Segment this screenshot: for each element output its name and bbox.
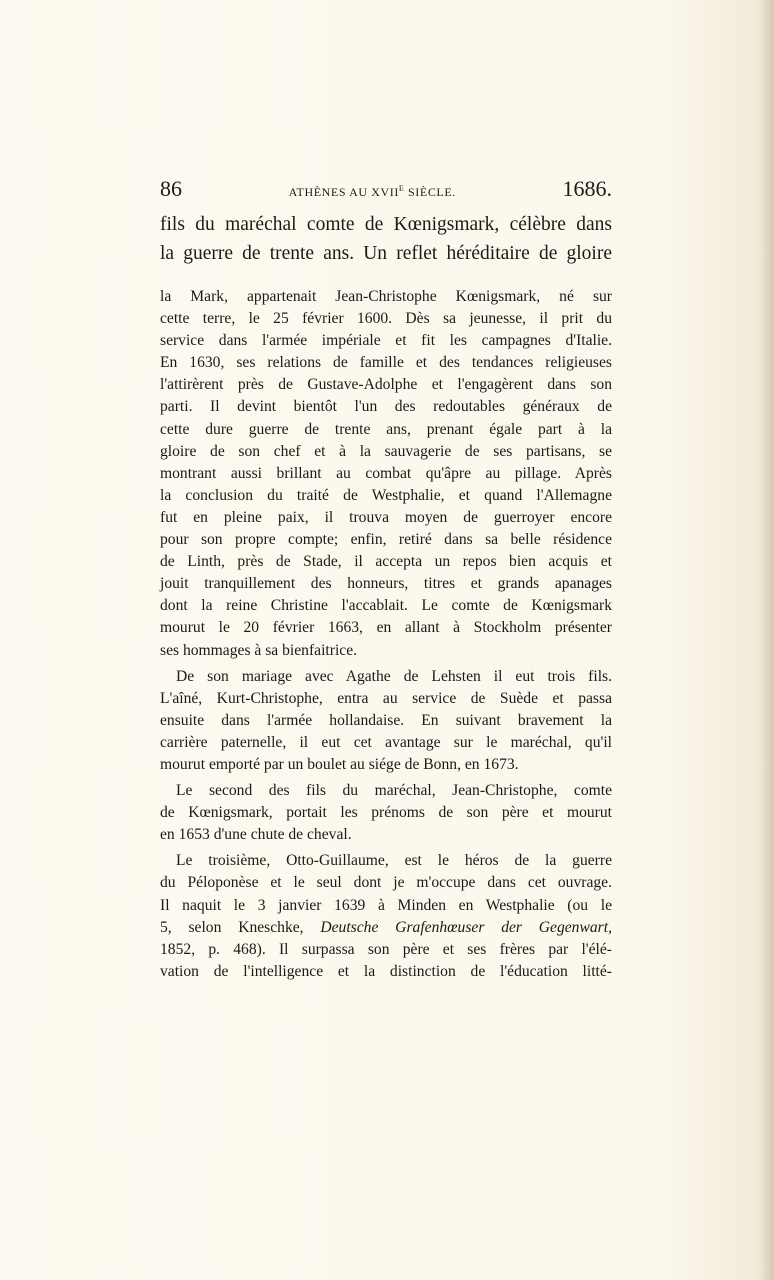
text-line: carrière paternelle, il eut cet avantage sur le maréchal, qu'il: [160, 733, 612, 751]
text-line: la conclusion du traité de Westphalie, et quand l'Allemagne: [160, 486, 612, 504]
text-line: la Mark, appartenait Jean-Christophe Kœnigsmark, né sur: [160, 288, 612, 305]
margin-summary: [160, 210, 612, 268]
text-line: vation de l'intelligence et la distinction de l'éducation litté-: [160, 962, 612, 980]
page-edge-shadow: [760, 0, 774, 1280]
text-line: L'aîné, Kurt-Christophe, entra au service de Suède et passa: [160, 689, 612, 707]
text-line: montrant aussi brillant au combat qu'âpre au pillage. Après: [160, 464, 612, 482]
text-line: De son mariage avec Agathe de Lehsten il eut trois fils.: [176, 667, 612, 685]
summary-line: la guerre de trente ans. Un reflet héréditaire de gloire: [160, 243, 612, 264]
text-line: parti. Il devint bientôt l'un des redoutables généraux de: [160, 398, 612, 416]
running-title: ATHÈNES AU $XVII^E$ SIÈCLE.: [288, 184, 456, 199]
text-line: ensuite dans l'armée hollandaise. En suivant bravement la: [160, 711, 612, 729]
text-line: service dans l'armée impériale et fit les campagnes d'Italie.: [160, 332, 612, 350]
text-line: cette dure guerre de trente ans, prenant égale part à la: [160, 420, 612, 438]
text-line: gloire de son chef et à la sauvagerie de ses partisans, se: [160, 442, 612, 460]
text-line: de Linth, près de Stade, il accepta un repos bien acquis et: [160, 553, 612, 571]
text-line-with-citation: [160, 917, 612, 939]
text-line: mourut emporté par un boulet au siége de Bonn, en 1673.: [160, 755, 519, 773]
text-line: 1852, p. 468). Il surpassa son père et ses frères par l'élé-: [160, 940, 612, 958]
page-number: 86: [160, 176, 182, 201]
text-line: Le troisième, Otto-Guillaume, est le héros de la guerre: [176, 852, 612, 870]
italic-citation: Deutsche Grafenhœuser der Gegenwart,: [320, 918, 612, 936]
text-fragment: 5, selon Kneschke,: [160, 918, 321, 936]
text-line: cette terre, le 25 février 1600. Dès sa jeunesse, il prit du: [160, 310, 612, 328]
summary-line: fils du maréchal comte de Kœnigsmark, célèbre dans: [160, 214, 612, 235]
text-line: dont la reine Christine l'accablait. Le comte de Kœnigsmark: [160, 597, 612, 615]
header-year: 1686.: [562, 176, 612, 201]
text-line: du Péloponèse et le seul dont je m'occupe dans cet ouvrage.: [160, 874, 612, 892]
text-line: l'attirèrent près de Gustave-Adolphe et l'engagèrent dans son: [160, 376, 612, 394]
text-line: Il naquit le 3 janvier 1639 à Minden en Westphalie (ou le: [160, 896, 612, 914]
text-line: de Kœnigsmark, portait les prénoms de son père et mourut: [160, 804, 612, 822]
text-line: jouit tranquillement des honneurs, titres et grands apanages: [160, 575, 612, 593]
text-line: Le second des fils du maréchal, Jean-Christophe, comte: [176, 782, 612, 800]
text-line: ses hommages à sa bienfaitrice.: [160, 641, 358, 659]
running-header: [160, 176, 612, 204]
text-line: fut en pleine paix, il trouva moyen de guerroyer encore: [160, 508, 612, 526]
text-line: en 1653 d'une chute de cheval.: [160, 826, 352, 844]
text-line: En 1630, ses relations de famille et des tendances religieuses: [160, 354, 612, 372]
text-line: mourut le 20 février 1663, en allant à Stockholm présenter: [160, 619, 612, 637]
text-line: pour son propre compte; enfin, retiré dans sa belle résidence: [160, 531, 612, 549]
body-text: [160, 286, 612, 983]
